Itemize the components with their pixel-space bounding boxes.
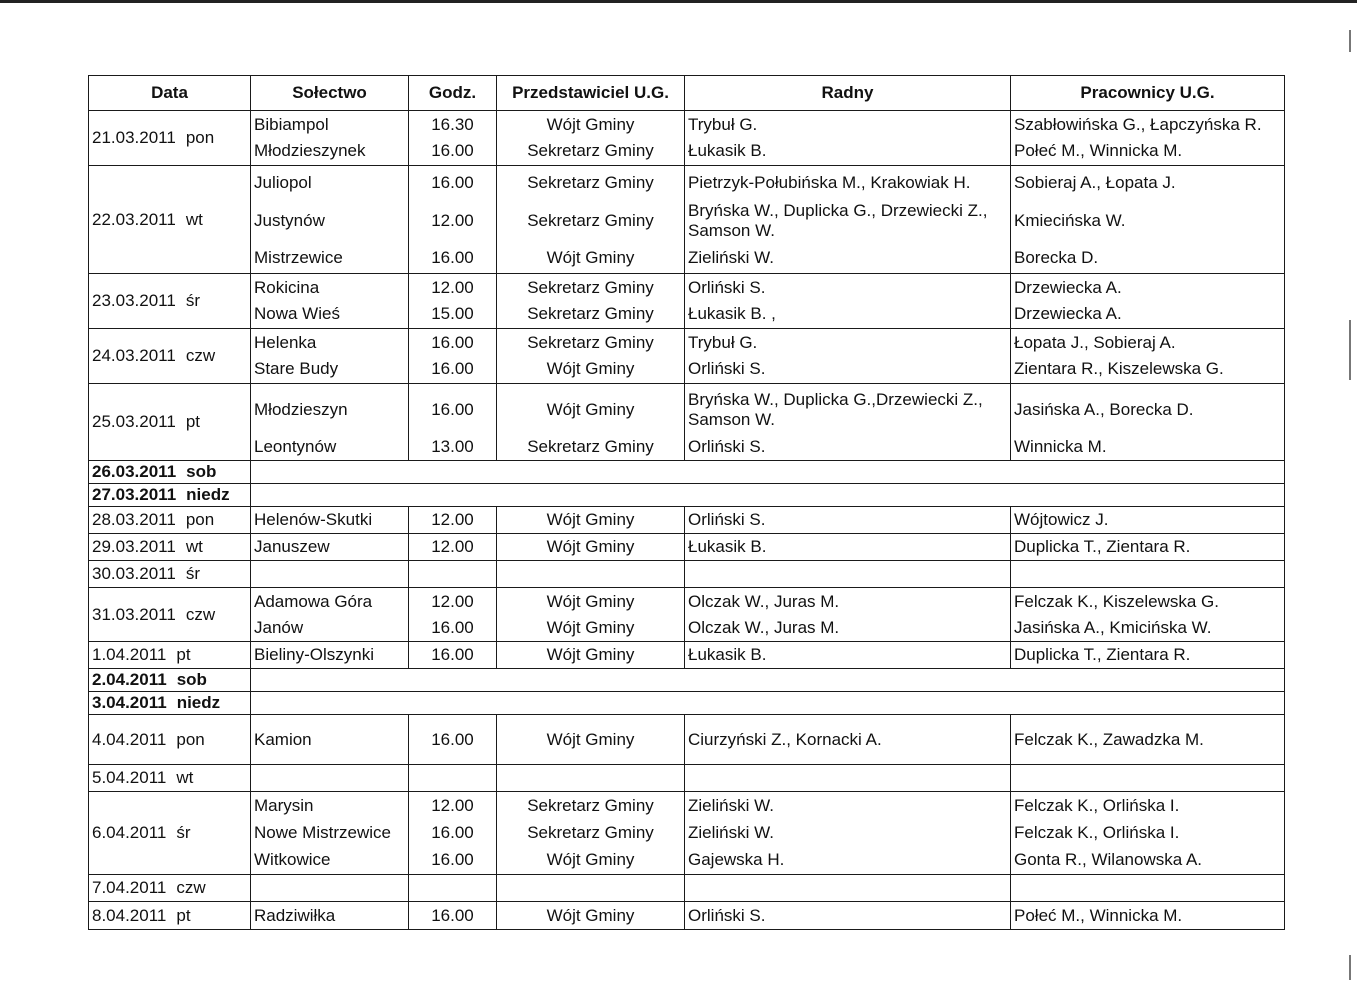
przedstawiciel-cell — [497, 384, 685, 461]
solectwo-text: Leontynów — [254, 437, 337, 457]
godz-cell — [409, 507, 497, 534]
przedstawiciel-cell — [497, 507, 685, 534]
weekday-text: wt — [185, 537, 203, 556]
przedstawiciel-text: Sekretarz Gminy — [527, 172, 654, 192]
pracownicy-text: Felczak K., Zawadzka M. — [1014, 729, 1204, 749]
date-text: 25.03.2011 — [92, 412, 176, 431]
pracownicy-cell — [1011, 384, 1285, 461]
date-text: 23.03.2011 — [92, 291, 176, 310]
weekday-text: czw — [185, 346, 216, 365]
pracownicy-text: Jasińska A., Borecka D. — [1014, 399, 1194, 419]
radny-cell — [685, 534, 1011, 561]
solectwo-cell — [251, 792, 409, 875]
weekend-empty-cell — [251, 669, 1285, 692]
date-text: 6.04.2011 — [92, 823, 167, 842]
godz-text: 16.00 — [431, 850, 474, 869]
przedstawiciel-cell — [497, 792, 685, 875]
radny-cell — [685, 588, 1011, 642]
pracownicy-cell — [1011, 765, 1285, 792]
date-text: 30.03.2011 — [92, 564, 176, 583]
godz-text: 16.00 — [431, 399, 474, 419]
przedstawiciel-cell — [497, 765, 685, 792]
table-row — [89, 507, 1285, 534]
weekend-empty-cell — [251, 692, 1285, 715]
header-godz: Godz. — [409, 76, 497, 111]
table-row — [89, 329, 1285, 384]
godz-text: 13.00 — [431, 437, 474, 457]
table-row — [89, 534, 1285, 561]
przedstawiciel-text: Sekretarz Gminy — [527, 304, 654, 324]
date-cell — [89, 765, 251, 792]
przedstawiciel-text: Sekretarz Gminy — [527, 141, 654, 161]
date-cell — [89, 461, 251, 484]
godz-text: 16.00 — [431, 247, 474, 267]
godz-cell — [409, 765, 497, 792]
weekday-text: sob — [186, 462, 217, 481]
solectwo-text: Juliopol — [254, 172, 312, 192]
header-radny: Radny — [685, 76, 1011, 111]
date-text: 27.03.2011 — [92, 485, 177, 504]
pracownicy-text: Duplicka T., Zientara R. — [1014, 645, 1191, 664]
przedstawiciel-cell — [497, 588, 685, 642]
header-row — [89, 76, 1285, 111]
pracownicy-cell — [1011, 507, 1285, 534]
solectwo-text: Witkowice — [254, 850, 331, 869]
radny-text: Olczak W., Juras M. — [688, 591, 840, 611]
date-text: 24.03.2011 — [92, 346, 176, 365]
weekday-text: śr — [185, 291, 200, 310]
pracownicy-text: Drzewiecka A. — [1014, 304, 1122, 324]
date-cell — [89, 902, 251, 930]
radny-cell — [685, 902, 1011, 930]
przedstawiciel-text: Wójt Gminy — [546, 645, 635, 664]
table-row — [89, 669, 1285, 692]
godz-cell — [409, 588, 497, 642]
radny-text: Orliński S. — [688, 277, 766, 297]
godz-text: 16.00 — [431, 617, 474, 637]
solectwo-text: Adamowa Góra — [254, 591, 373, 611]
radny-text: Orliński S. — [688, 437, 766, 457]
date-cell — [89, 561, 251, 588]
godz-cell — [409, 166, 497, 274]
schedule-body — [89, 111, 1285, 930]
weekday-text: pt — [185, 412, 201, 431]
date-cell — [89, 534, 251, 561]
pracownicy-text: Felczak K., Orlińska I. — [1014, 823, 1180, 842]
weekday-text: czw — [185, 604, 216, 624]
date-cell — [89, 792, 251, 875]
date-text: 31.03.2011 — [92, 604, 176, 624]
table-row — [89, 715, 1285, 765]
date-text: 22.03.2011 — [92, 209, 176, 229]
radny-text: Orliński S. — [688, 359, 766, 379]
godz-cell — [409, 642, 497, 669]
header-pracownicy: Pracownicy U.G. — [1011, 76, 1285, 111]
pracownicy-cell — [1011, 875, 1285, 902]
date-cell — [89, 166, 251, 274]
pracownicy-text: Połeć M., Winnicka M. — [1014, 141, 1183, 161]
solectwo-text: Marysin — [254, 796, 314, 815]
pracownicy-text: Felczak K., Orlińska I. — [1014, 796, 1180, 815]
table-row — [89, 792, 1285, 875]
date-cell — [89, 715, 251, 765]
godz-cell — [409, 329, 497, 384]
date-text: 2.04.2011 — [92, 670, 167, 689]
przedstawiciel-cell — [497, 875, 685, 902]
przedstawiciel-text: Wójt Gminy — [546, 114, 635, 134]
table-row — [89, 461, 1285, 484]
date-cell — [89, 507, 251, 534]
pracownicy-cell — [1011, 166, 1285, 274]
przedstawiciel-text: Sekretarz Gminy — [527, 210, 654, 230]
przedstawiciel-text: Sekretarz Gminy — [527, 277, 654, 297]
przedstawiciel-cell — [497, 561, 685, 588]
przedstawiciel-text: Wójt Gminy — [546, 617, 635, 637]
pracownicy-text: Sobieraj A., Łopata J. — [1014, 172, 1176, 192]
radny-cell — [685, 875, 1011, 902]
przedstawiciel-cell — [497, 902, 685, 930]
table-row — [89, 561, 1285, 588]
date-text: 26.03.2011 — [92, 462, 177, 481]
solectwo-text: Radziwiłka — [254, 905, 336, 925]
weekday-text: sob — [176, 670, 207, 689]
date-cell — [89, 329, 251, 384]
radny-cell — [685, 561, 1011, 588]
radny-text: Zieliński W. — [688, 823, 774, 842]
solectwo-text: Januszew — [254, 537, 330, 556]
godz-cell — [409, 902, 497, 930]
solectwo-cell — [251, 765, 409, 792]
godz-text: 16.00 — [431, 645, 474, 664]
solectwo-cell — [251, 329, 409, 384]
header-solectwo: Sołectwo — [251, 76, 409, 111]
date-text: 8.04.2011 — [92, 905, 167, 925]
top-border-line — [0, 0, 1357, 3]
przedstawiciel-text: Sekretarz Gminy — [527, 437, 654, 457]
radny-cell — [685, 765, 1011, 792]
date-cell — [89, 588, 251, 642]
solectwo-cell — [251, 166, 409, 274]
godz-cell — [409, 875, 497, 902]
solectwo-cell — [251, 534, 409, 561]
radny-text: Trybuł G. — [688, 332, 758, 352]
solectwo-cell — [251, 902, 409, 930]
pracownicy-cell — [1011, 792, 1285, 875]
pracownicy-cell — [1011, 715, 1285, 765]
godz-text: 16.00 — [431, 332, 474, 352]
radny-cell — [685, 715, 1011, 765]
table-row — [89, 384, 1285, 461]
radny-text: Łukasik B. — [688, 645, 767, 664]
date-text: 28.03.2011 — [92, 510, 176, 529]
header-przedstawiciel: Przedstawiciel U.G. — [497, 76, 685, 111]
przedstawiciel-cell — [497, 274, 685, 329]
radny-text: Łukasik B. — [688, 537, 767, 556]
weekday-text: wt — [176, 768, 194, 787]
przedstawiciel-text: Wójt Gminy — [546, 247, 635, 267]
godz-text: 16.00 — [431, 172, 474, 192]
radny-text: Olczak W., Juras M. — [688, 617, 840, 637]
przedstawiciel-cell — [497, 534, 685, 561]
weekday-text: czw — [176, 878, 206, 897]
scan-margin-mark — [1349, 955, 1351, 980]
przedstawiciel-text: Wójt Gminy — [546, 537, 635, 556]
weekday-text: pon — [176, 729, 205, 749]
przedstawiciel-text: Wójt Gminy — [546, 510, 635, 529]
header-data: Data — [89, 76, 251, 111]
radny-text: Orliński S. — [688, 510, 766, 529]
pracownicy-text: Borecka D. — [1014, 247, 1099, 267]
radny-cell — [685, 166, 1011, 274]
radny-cell — [685, 507, 1011, 534]
weekday-text: pt — [176, 645, 191, 664]
date-text: 5.04.2011 — [92, 768, 167, 787]
godz-text: 16.30 — [431, 114, 474, 134]
table-row — [89, 902, 1285, 930]
solectwo-text: Stare Budy — [254, 359, 339, 379]
godz-text: 15.00 — [431, 304, 474, 324]
solectwo-cell — [251, 561, 409, 588]
radny-text: Gajewska H. — [688, 850, 785, 869]
weekday-text: pt — [176, 905, 191, 925]
solectwo-cell — [251, 384, 409, 461]
pracownicy-text: Kmiecińska W. — [1014, 210, 1126, 230]
przedstawiciel-text: Wójt Gminy — [546, 850, 635, 869]
table-row — [89, 875, 1285, 902]
przedstawiciel-cell — [497, 642, 685, 669]
radny-cell — [685, 642, 1011, 669]
przedstawiciel-cell — [497, 715, 685, 765]
pracownicy-text: Drzewiecka A. — [1014, 277, 1122, 297]
pracownicy-text: Połeć M., Winnicka M. — [1014, 905, 1183, 925]
pracownicy-cell — [1011, 534, 1285, 561]
solectwo-text: Justynów — [254, 210, 325, 230]
solectwo-text: Rokicina — [254, 277, 320, 297]
date-cell — [89, 692, 251, 715]
table-row — [89, 588, 1285, 642]
przedstawiciel-cell — [497, 329, 685, 384]
solectwo-text: Nowa Wieś — [254, 304, 340, 324]
radny-cell — [685, 329, 1011, 384]
godz-cell — [409, 384, 497, 461]
radny-cell — [685, 274, 1011, 329]
weekday-text: niedz — [186, 485, 230, 504]
weekday-text: niedz — [176, 693, 221, 712]
solectwo-text: Nowe Mistrzewice — [254, 823, 391, 842]
godz-cell — [409, 274, 497, 329]
date-text: 3.04.2011 — [92, 693, 167, 712]
scan-margin-mark — [1349, 30, 1351, 52]
radny-text: Łukasik B. — [688, 141, 767, 161]
table-row — [89, 692, 1285, 715]
solectwo-text: Janów — [254, 617, 304, 637]
date-text: 21.03.2011 — [92, 128, 176, 147]
przedstawiciel-text: Wójt Gminy — [546, 399, 635, 419]
radny-text: Trybuł G. — [688, 114, 758, 134]
pracownicy-text: Jasińska A., Kmicińska W. — [1014, 617, 1212, 637]
godz-cell — [409, 715, 497, 765]
solectwo-text: Mistrzewice — [254, 247, 343, 267]
pracownicy-cell — [1011, 588, 1285, 642]
solectwo-text: Młodzieszyn — [254, 399, 348, 419]
weekday-text: pon — [185, 128, 215, 147]
date-cell — [89, 274, 251, 329]
godz-cell — [409, 792, 497, 875]
przedstawiciel-text: Sekretarz Gminy — [527, 823, 654, 842]
solectwo-text: Kamion — [254, 729, 312, 749]
przedstawiciel-text: Wójt Gminy — [546, 591, 635, 611]
godz-text: 16.00 — [431, 729, 474, 749]
solectwo-cell — [251, 588, 409, 642]
solectwo-text: Bieliny-Olszynki — [254, 645, 374, 664]
weekday-text: śr — [176, 823, 191, 842]
solectwo-cell — [251, 642, 409, 669]
godz-cell — [409, 561, 497, 588]
date-cell — [89, 642, 251, 669]
radny-text: Łukasik B. , — [688, 304, 776, 324]
weekend-empty-cell — [251, 484, 1285, 507]
radny-text: Pietrzyk-Połubińska M., Krakowiak H. — [688, 172, 971, 192]
radny-text: Ciurzyński Z., Kornacki A. — [688, 729, 882, 749]
przedstawiciel-text: Wójt Gminy — [546, 359, 635, 379]
radny-cell — [685, 792, 1011, 875]
solectwo-cell — [251, 111, 409, 166]
pracownicy-text: Zientara R., Kiszelewska G. — [1014, 359, 1224, 379]
solectwo-cell — [251, 715, 409, 765]
date-cell — [89, 111, 251, 166]
date-cell — [89, 484, 251, 507]
pracownicy-text: Gonta R., Wilanowska A. — [1014, 850, 1203, 869]
solectwo-text: Helenka — [254, 332, 317, 352]
przedstawiciel-text: Wójt Gminy — [546, 729, 635, 749]
table-row — [89, 484, 1285, 507]
godz-text: 12.00 — [431, 210, 474, 230]
przedstawiciel-text: Sekretarz Gminy — [527, 796, 654, 815]
date-cell — [89, 875, 251, 902]
godz-text: 12.00 — [431, 510, 474, 529]
pracownicy-text: Winnicka M. — [1014, 437, 1107, 457]
radny-text: Zieliński W. — [688, 796, 774, 815]
godz-cell — [409, 111, 497, 166]
przedstawiciel-cell — [497, 111, 685, 166]
godz-cell — [409, 534, 497, 561]
pracownicy-text: Felczak K., Kiszelewska G. — [1014, 591, 1220, 611]
weekday-text: śr — [185, 564, 200, 583]
pracownicy-cell — [1011, 902, 1285, 930]
godz-text: 16.00 — [431, 823, 474, 842]
pracownicy-text: Szabłowińska G., Łapczyńska R. — [1014, 114, 1262, 134]
godz-text: 12.00 — [431, 537, 474, 556]
table-row — [89, 274, 1285, 329]
pracownicy-cell — [1011, 274, 1285, 329]
radny-text: Orliński S. — [688, 905, 766, 925]
pracownicy-cell — [1011, 642, 1285, 669]
solectwo-cell — [251, 507, 409, 534]
table-row — [89, 111, 1285, 166]
solectwo-text: Młodzieszynek — [254, 141, 366, 161]
pracownicy-cell — [1011, 329, 1285, 384]
date-cell — [89, 669, 251, 692]
radny-text: Zieliński W. — [688, 247, 774, 267]
weekday-text: wt — [185, 209, 203, 229]
radny-text: Bryńska W., Duplicka G.,Drzewiecki Z., Samson W. — [688, 389, 983, 429]
solectwo-text: Bibiampol — [254, 114, 329, 134]
godz-text: 12.00 — [431, 591, 474, 611]
schedule-table — [88, 75, 1285, 930]
przedstawiciel-text: Wójt Gminy — [546, 905, 635, 925]
przedstawiciel-text: Sekretarz Gminy — [527, 332, 654, 352]
weekend-empty-cell — [251, 461, 1285, 484]
radny-text: Bryńska W., Duplicka G., Drzewiecki Z., Samson W. — [688, 200, 988, 240]
godz-text: 16.00 — [431, 359, 474, 379]
pracownicy-text: Duplicka T., Zientara R. — [1014, 537, 1191, 556]
radny-cell — [685, 384, 1011, 461]
pracownicy-text: Łopata J., Sobieraj A. — [1014, 332, 1176, 352]
date-text: 1.04.2011 — [92, 645, 167, 664]
pracownicy-cell — [1011, 111, 1285, 166]
solectwo-text: Helenów-Skutki — [254, 510, 373, 529]
pracownicy-cell — [1011, 561, 1285, 588]
godz-text: 12.00 — [431, 796, 474, 815]
weekday-text: pon — [185, 510, 215, 529]
date-cell — [89, 384, 251, 461]
scan-margin-mark — [1349, 320, 1351, 380]
date-text: 4.04.2011 — [92, 729, 167, 749]
table-row — [89, 166, 1285, 274]
table-row — [89, 765, 1285, 792]
radny-cell — [685, 111, 1011, 166]
godz-text: 16.00 — [431, 905, 474, 925]
godz-text: 16.00 — [431, 141, 474, 161]
date-text: 7.04.2011 — [92, 878, 167, 897]
solectwo-cell — [251, 274, 409, 329]
przedstawiciel-cell — [497, 166, 685, 274]
pracownicy-text: Wójtowicz J. — [1014, 510, 1109, 529]
solectwo-cell — [251, 875, 409, 902]
date-text: 29.03.2011 — [92, 537, 176, 556]
godz-text: 12.00 — [431, 277, 474, 297]
table-row — [89, 642, 1285, 669]
